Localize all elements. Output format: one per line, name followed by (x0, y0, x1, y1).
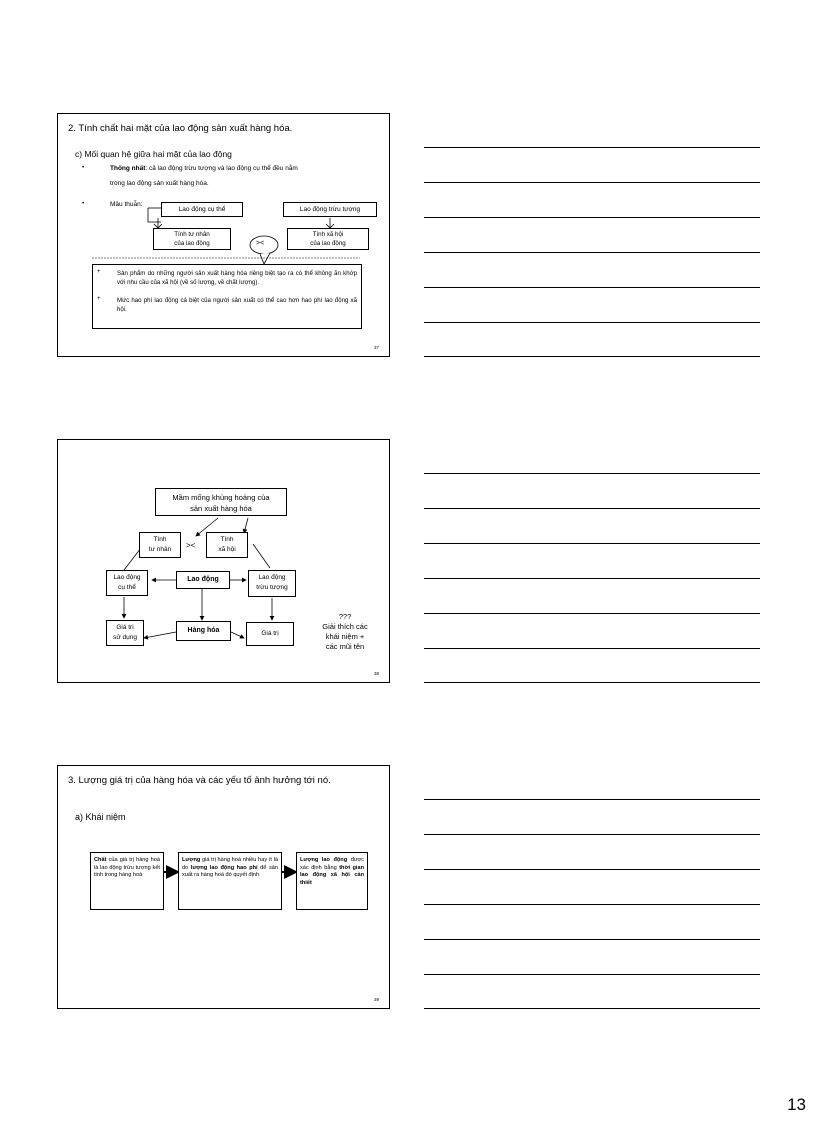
question-line1: ??? (338, 612, 352, 621)
slide-38 (57, 439, 390, 683)
note-line (424, 799, 760, 800)
note-line (424, 147, 760, 148)
slide-subtitle: c) Mối quan hệ giữa hai mặt của lao động (75, 149, 232, 159)
box-concrete-line2: cụ thể (118, 584, 136, 591)
box-use-value (106, 620, 144, 646)
box-social-line2: của lao động (310, 240, 346, 247)
note-line (424, 217, 760, 218)
box-quality-text: của giá trị hàng hoá là lao động trừu tượng kết tinh trong hàng hoá (94, 857, 160, 878)
slide-subtitle: a) Khái niệm (75, 812, 126, 822)
box-labor-bold2: thời gian lao động xã hội cần thiết (300, 864, 364, 886)
box-private (139, 532, 181, 558)
box-private-line2: của lao động (174, 240, 210, 247)
note-line (424, 543, 760, 544)
note-line (424, 869, 760, 870)
note-line (424, 182, 760, 183)
box-quantity-bold1: Lượng (182, 857, 201, 863)
box-social-line2: xã hội (218, 546, 236, 553)
box-use-value-line1: Giá trị (116, 624, 134, 631)
box-private-line2: tư nhân (148, 546, 172, 553)
box-concrete-labor (106, 570, 148, 596)
box-private-line1: Tính (153, 536, 167, 543)
box-quality-bold: Chất (94, 857, 107, 863)
box-commodity: Hàng hóa (176, 621, 231, 641)
note-line (424, 287, 760, 288)
box-concrete-line1: Lao động (113, 574, 141, 581)
box-social-line1: Tính (220, 536, 234, 543)
question-line2: Giải thích các (322, 622, 368, 631)
slide-37 (57, 113, 390, 357)
box-social-nature (287, 228, 369, 250)
slide-title: 2. Tính chất hai mặt của lao động sản xuất hàng hóa. (68, 123, 293, 134)
question-line4: các mũi tên (325, 642, 365, 651)
note-mismatch: Sản phẩm do những người sản xuất hàng hóa riêng biệt tạo ra có thể không ăn khớp với nhu cầu của xã hội (về số lượng, về chất lượng). (117, 270, 357, 286)
bullet-dot: • (82, 164, 85, 171)
note-line (424, 904, 760, 905)
slide-number: 38 (373, 671, 379, 676)
slide-title: 3. Lượng giá trị của hàng hóa và các yếu tố ảnh hưởng tới nó. (68, 775, 331, 786)
bullet-unity-bold: Thống nhất (110, 165, 146, 172)
note-line (424, 578, 760, 579)
opposition-bubble-text: >< (256, 240, 265, 247)
bullet-unity-line2: trong lao động sản xuất hàng hóa. (110, 180, 209, 187)
note-line (424, 508, 760, 509)
box-abstract-line2: trừu tượng (256, 584, 288, 591)
note-cost: Mức hao phí lao động cá biệt của người sản xuất có thể cao hơn hao phí lao động xã hội. (117, 297, 357, 313)
box-labor-bold1: Lượng lao động (300, 857, 348, 863)
box-crisis-line1: Mầm mống khủng hoảng của (172, 493, 270, 502)
note-line (424, 682, 760, 683)
box-labor: Lao động (176, 571, 230, 589)
note-line (424, 252, 760, 253)
box-concrete-labor: Lao động cụ thể (161, 202, 243, 217)
box-abstract-labor (248, 570, 296, 597)
box-social (206, 532, 248, 558)
note-line (424, 322, 760, 323)
box-labor-quantity (296, 852, 368, 910)
note-line (424, 648, 760, 649)
page-number: 13 (787, 1095, 806, 1114)
note-line (424, 974, 760, 975)
box-quality (90, 852, 164, 910)
note-line (424, 939, 760, 940)
box-crisis-seed (155, 488, 287, 516)
note-line (424, 834, 760, 835)
note-line (424, 1008, 760, 1009)
slide-number: 37 (373, 345, 379, 350)
box-abstract-labor: Lao động trừu tượng (283, 202, 377, 217)
note-line (424, 473, 760, 474)
bullet-unity-text: : cả lao động trừu tượng và lao động cụ thể đều nằm (145, 165, 298, 172)
box-abstract-line1: Lao động (258, 574, 286, 581)
box-quantity (178, 852, 282, 910)
box-quantity-text1: giá trị hàng hoá nhiều hay ít là do (182, 857, 278, 871)
box-private-line1: Tính tư nhân (174, 231, 210, 238)
bullet-contradiction: Mâu thuẫn: (110, 201, 143, 208)
box-private-nature (153, 228, 231, 250)
discussion-question (310, 612, 380, 652)
box-use-value-line2: sử dụng (113, 634, 137, 641)
bullet-dot: • (82, 200, 85, 207)
note-marker: + (97, 296, 101, 302)
note-line (424, 613, 760, 614)
box-labor-text: được xác định bằng (300, 857, 365, 871)
note-line (424, 356, 760, 357)
question-line3: khái niệm + (325, 632, 365, 641)
slide-39 (57, 765, 390, 1009)
slide-number: 39 (373, 997, 379, 1002)
box-quantity-text2: để sản xuất ra hàng hoá đó quyết định (182, 864, 278, 878)
box-quantity-bold2: lượng lao động hao phí (190, 864, 258, 871)
box-social-line1: Tính xã hội (312, 231, 344, 238)
consequences-box (92, 264, 362, 329)
box-value: Giá trị (246, 622, 294, 646)
box-crisis-line2: sản xuất hàng hóa (190, 504, 252, 513)
opposition-symbol: >< (186, 541, 196, 550)
note-marker: + (97, 269, 101, 275)
